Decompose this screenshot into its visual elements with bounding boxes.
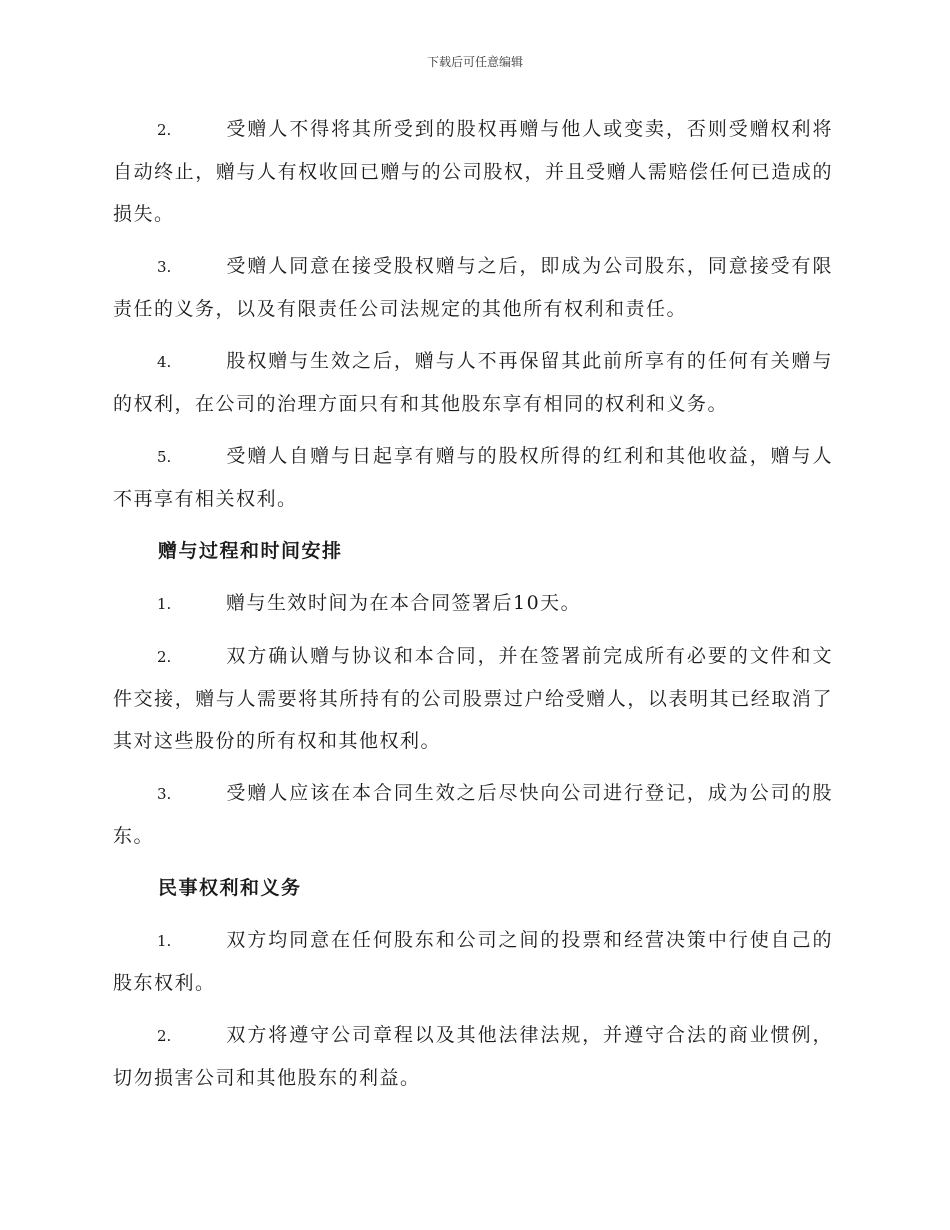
clause-paragraph (113, 635, 833, 762)
clause-paragraph (113, 340, 833, 425)
clause-number: 4. (157, 353, 172, 371)
document-body (113, 108, 833, 1109)
clause-paragraph (113, 919, 833, 1004)
clause-number: 3. (157, 258, 172, 276)
clause-text: 受赠人应该在本合同生效之后尽快向公司进行登记，成为公司的股东。 (113, 782, 833, 847)
clause-text: 赠与生效时间为在本合同签署后10天。 (226, 592, 582, 614)
clause-text: 受赠人同意在接受股权赠与之后，即成为公司股东，同意接受有限责任的义务，以及有限责任公司法规定的其他所有权利和责任。 (113, 255, 833, 320)
clause-paragraph (113, 1014, 833, 1099)
clause-text: 双方确认赠与协议和本合同，并在签署前完成所有必要的文件和文件交接，赠与人需要将其所持有的公司股票过户给受赠人，以表明其已经取消了其对这些股份的所有权和其他权利。 (113, 645, 833, 752)
clause-paragraph (113, 582, 833, 625)
section-heading: 民事权利和义务 (158, 877, 302, 899)
clause-text: 双方将遵守公司章程以及其他法律法规，并遵守合法的商业惯例，切勿损害公司和其他股东的利益。 (113, 1024, 833, 1089)
page-header: 下载后可任意编辑 (426, 55, 523, 69)
clause-paragraph (113, 108, 833, 235)
clause-number: 2. (157, 121, 172, 139)
clause-paragraph (113, 245, 833, 330)
clause-number: 2. (157, 648, 172, 666)
clause-paragraph (113, 772, 833, 857)
clause-text: 受赠人自赠与日起享有赠与的股权所得的红利和其他收益，赠与人不再享有相关权利。 (113, 445, 833, 510)
section-heading: 赠与过程和时间安排 (158, 540, 343, 562)
clause-text: 股权赠与生效之后，赠与人不再保留其此前所享有的任何有关赠与的权利，在公司的治理方面只有和其他股东享有相同的权利和义务。 (113, 350, 833, 415)
clause-number: 5. (157, 448, 172, 466)
clause-text: 双方均同意在任何股东和公司之间的投票和经营决策中行使自己的股东权利。 (113, 929, 833, 994)
clause-text: 受赠人不得将其所受到的股权再赠与他人或变卖，否则受赠权利将自动终止，赠与人有权收回已赠与的公司股权，并且受赠人需赔偿任何已造成的损失。 (113, 118, 833, 225)
clause-number: 2. (157, 1027, 172, 1045)
clause-number: 3. (157, 785, 172, 803)
clause-paragraph (113, 435, 833, 520)
clause-number: 1. (157, 595, 172, 613)
clause-number: 1. (157, 932, 172, 950)
